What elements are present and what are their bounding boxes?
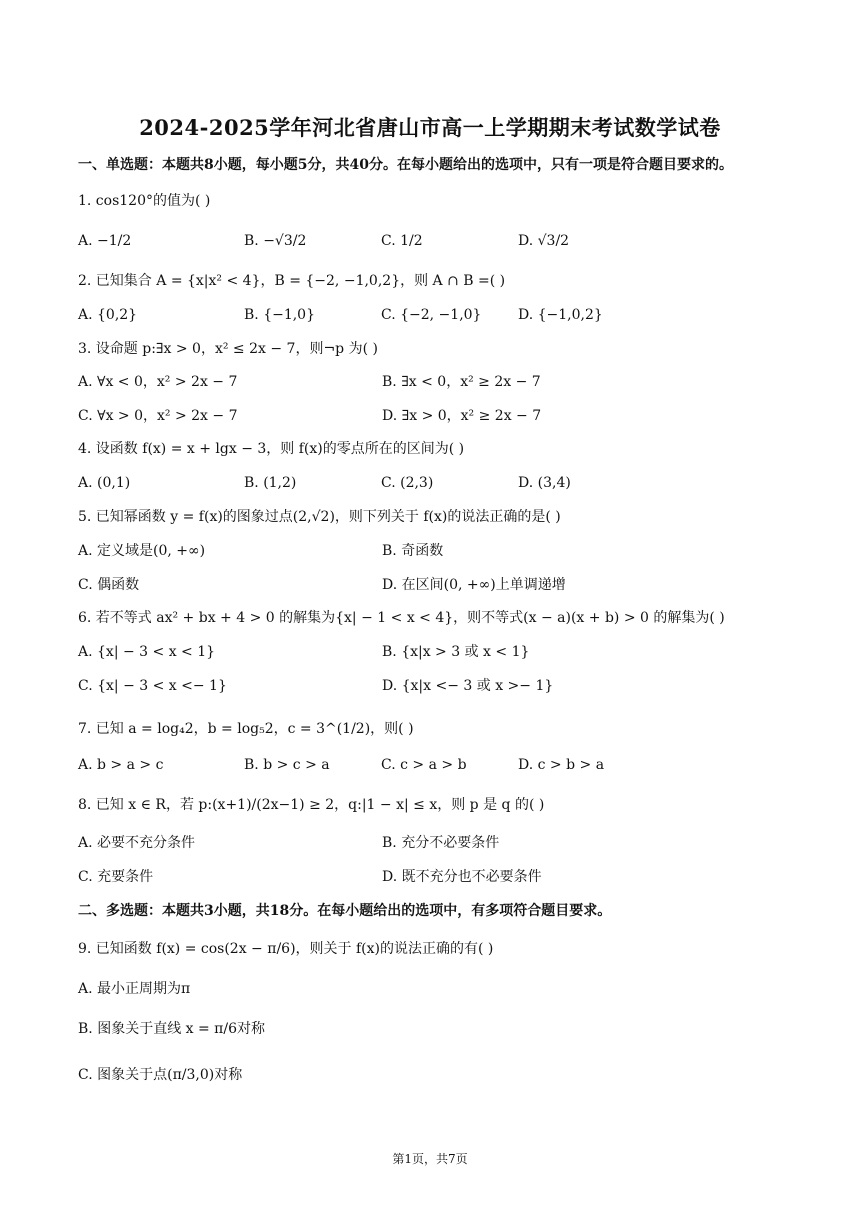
q4-option-b: B. (1,2) — [244, 475, 297, 491]
q9-option-b: B. 图象关于直线 x = π/6对称 — [78, 1021, 265, 1037]
q7-option-b: B. b > c > a — [244, 757, 330, 773]
q3-option-c: C. ∀x > 0，x² > 2x − 7 — [78, 408, 238, 424]
section-heading-single-choice: 一、单选题：本题共8小题，每小题5分，共40分。在每小题给出的选项中，只有一项是符合题目要求的。 — [78, 157, 733, 173]
q8-option-c: C. 充要条件 — [78, 869, 154, 885]
q7-option-c: C. c > a > b — [381, 757, 467, 773]
q6-option-d: D. {x|x <− 3 或 x >− 1} — [382, 678, 554, 694]
question-3-stem: 3. 设命题 p:∃x > 0，x² ≤ 2x − 7，则¬p 为( ) — [78, 341, 378, 357]
q4-option-c: C. (2,3) — [381, 475, 434, 491]
q1-option-a: A. −1/2 — [78, 233, 132, 249]
question-6-stem: 6. 若不等式 ax² + bx + 4 > 0 的解集为{x| − 1 < x < 4}，则不等式(x − a)(x + b) > 0 的解集为( ) — [78, 610, 725, 626]
question-9-stem: 9. 已知函数 f(x) = cos(2x − π/6)，则关于 f(x)的说法正确的有( ) — [78, 941, 494, 957]
q5-option-b: B. 奇函数 — [382, 543, 444, 559]
q1-option-d: D. √3/2 — [518, 233, 570, 249]
q6-option-a: A. {x| − 3 < x < 1} — [78, 644, 216, 660]
q8-option-a: A. 必要不充分条件 — [78, 835, 196, 851]
q2-option-b: B. {−1,0} — [244, 307, 315, 323]
question-2-stem: 2. 已知集合 A = {x|x² < 4}，B = {−2, −1,0,2}，则 A ∩ B =( ) — [78, 273, 506, 289]
q9-option-c: C. 图象关于点(π/3,0)对称 — [78, 1067, 243, 1083]
question-7-stem: 7. 已知 a = log₄2，b = log₅2，c = 3^(1/2)，则( ) — [78, 721, 414, 737]
q1-option-b: B. −√3/2 — [244, 233, 307, 249]
q5-option-a: A. 定义域是(0, +∞) — [78, 543, 206, 559]
q3-option-a: A. ∀x < 0，x² > 2x − 7 — [78, 374, 238, 390]
q9-option-a: A. 最小正周期为π — [78, 981, 191, 997]
q3-option-b: B. ∃x < 0，x² ≥ 2x − 7 — [382, 374, 541, 390]
exam-title: 2024-2025学年河北省唐山市高一上学期期末考试数学试卷 — [139, 115, 721, 140]
question-1-stem: 1. cos120°的值为( ) — [78, 193, 211, 209]
q8-option-d: D. 既不充分也不必要条件 — [382, 869, 542, 885]
question-4-stem: 4. 设函数 f(x) = x + lgx − 3，则 f(x)的零点所在的区间为( ) — [78, 441, 465, 457]
question-8-stem: 8. 已知 x ∈ R，若 p:(x+1)/(2x−1) ≥ 2，q:|1 − x| ≤ x，则 p 是 q 的( ) — [78, 797, 545, 813]
q6-option-b: B. {x|x > 3 或 x < 1} — [382, 644, 530, 660]
page-footer: 第1页，共7页 — [392, 1152, 468, 1166]
q1-option-c: C. 1/2 — [381, 233, 423, 249]
q6-option-c: C. {x| − 3 < x <− 1} — [78, 678, 227, 694]
q2-option-a: A. {0,2} — [78, 307, 138, 323]
q7-option-a: A. b > a > c — [78, 757, 164, 773]
q8-option-b: B. 充分不必要条件 — [382, 835, 500, 851]
q4-option-a: A. (0,1) — [78, 475, 131, 491]
section-heading-multi-choice: 二、多选题：本题共3小题，共18分。在每小题给出的选项中，有多项符合题目要求。 — [78, 903, 612, 919]
q2-option-c: C. {−2, −1,0} — [381, 307, 482, 323]
q2-option-d: D. {−1,0,2} — [518, 307, 603, 323]
q4-option-d: D. (3,4) — [518, 475, 571, 491]
q3-option-d: D. ∃x > 0，x² ≥ 2x − 7 — [382, 408, 542, 424]
q5-option-c: C. 偶函数 — [78, 577, 140, 593]
q5-option-d: D. 在区间(0, +∞)上单调递增 — [382, 577, 566, 593]
q7-option-d: D. c > b > a — [518, 757, 605, 773]
question-5-stem: 5. 已知幂函数 y = f(x)的图象过点(2,√2)，则下列关于 f(x)的说法正确的是( ) — [78, 509, 561, 525]
